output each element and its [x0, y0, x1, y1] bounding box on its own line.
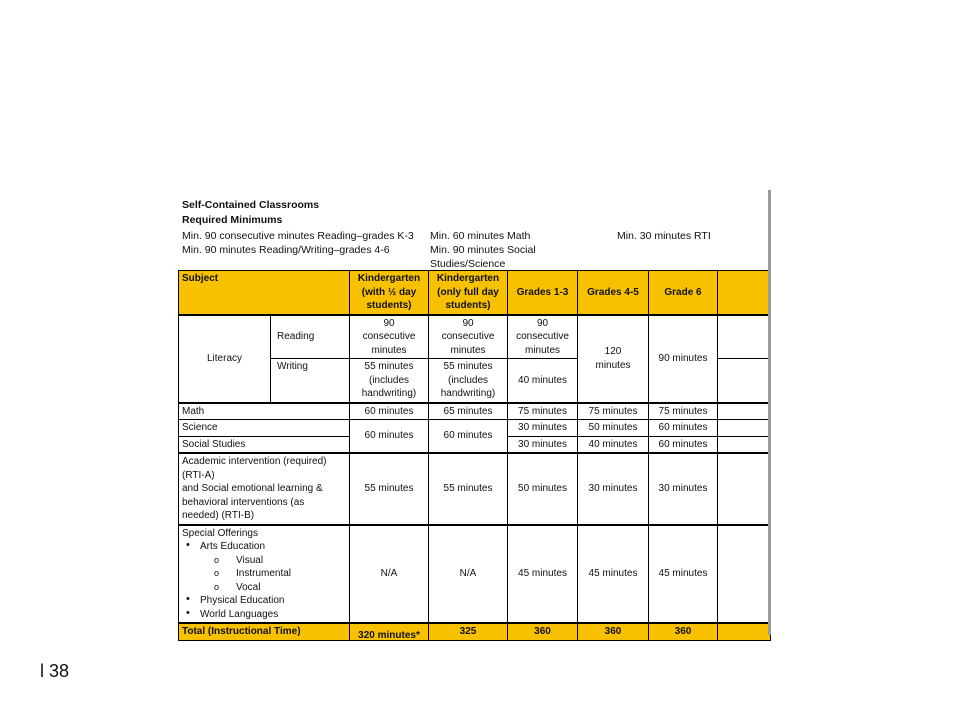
header-grade-6: Grade 6	[649, 271, 718, 315]
cell-writing-label: Writing	[271, 359, 350, 403]
cell-blank	[718, 453, 771, 525]
cell-math-k-full: 65 minutes	[429, 403, 508, 420]
cell-total-g45: 360	[578, 623, 649, 640]
cell-social-studies-g6: 60 minutes	[649, 436, 718, 453]
req-math: Min. 60 minutes Math	[430, 230, 531, 242]
list-item: • World Languages	[200, 608, 346, 622]
cell-reading-k-full: 90 consecutive minutes	[429, 315, 508, 359]
cell-intervention-k-half: 55 minutes	[350, 453, 429, 525]
cell-blank	[718, 315, 771, 359]
req-rti: Min. 30 minutes RTI	[617, 230, 711, 242]
list-item: o Visual	[236, 554, 346, 568]
table-row-total	[179, 623, 771, 640]
cell-reading-k-half: 90 consecutive minutes	[350, 315, 429, 359]
header-blank	[718, 271, 771, 315]
cell-math-label: Math	[179, 403, 350, 420]
cell-writing-g13: 40 minutes	[508, 359, 578, 403]
cell-total-k-full: 325	[429, 623, 508, 640]
cell-intervention-k-full: 55 minutes	[429, 453, 508, 525]
special-offerings-title: Special Offerings	[182, 527, 258, 539]
cell-writing-k-half: 55 minutes (includes handwriting)	[350, 359, 429, 403]
list-item: • Physical Education	[200, 594, 346, 608]
cell-intervention-g45: 30 minutes	[578, 453, 649, 525]
page-number: l 38	[40, 661, 70, 681]
cell-science-k-full: 60 minutes	[429, 420, 508, 454]
cell-blank	[718, 403, 771, 420]
cell-math-k-half: 60 minutes	[350, 403, 429, 420]
header-kindergarten-half-day: Kindergarten (with ½ day students)	[350, 271, 429, 315]
cell-intervention-g6: 30 minutes	[649, 453, 718, 525]
cell-total-g13: 360	[508, 623, 578, 640]
cell-intervention-g13: 50 minutes	[508, 453, 578, 525]
cell-special-k-full: N/A	[429, 525, 508, 624]
cell-reading-label: Reading	[271, 315, 350, 359]
table-row-special-offerings	[179, 525, 771, 624]
table-row-science	[179, 420, 771, 437]
cell-science-label: Science	[179, 420, 350, 437]
cell-math-g13: 75 minutes	[508, 403, 578, 420]
cell-special-g45: 45 minutes	[578, 525, 649, 624]
minutes-table	[178, 270, 771, 641]
table-header-row	[179, 271, 771, 315]
table-row-intervention	[179, 453, 771, 525]
cell-math-g45: 75 minutes	[578, 403, 649, 420]
list-item: o Instrumental	[236, 567, 346, 581]
header-grades-4-5: Grades 4-5	[578, 271, 649, 315]
list-item: • Arts Education o Visual o Instrumental o Vocal	[200, 540, 346, 594]
cell-social-studies-g45: 40 minutes	[578, 436, 649, 453]
cell-literacy-label: Literacy	[179, 315, 271, 403]
cell-blank	[718, 436, 771, 453]
header-subject: Subject	[179, 271, 350, 315]
cell-reading-g13: 90 consecutive minutes	[508, 315, 578, 359]
cell-social-studies-g13: 30 minutes	[508, 436, 578, 453]
table-row-math	[179, 403, 771, 420]
req-social-studies-science-2: Studies/Science	[430, 258, 506, 270]
requirements-heading: Self-Contained Classrooms	[182, 199, 320, 211]
header-grades-1-3: Grades 1-3	[508, 271, 578, 315]
cell-total-label: Total (Instructional Time)	[179, 623, 350, 640]
cell-intervention-label: Academic intervention (required) (RTI-A) and Social emotional learning & behavioral interventions (as needed) (RTI-B)	[179, 453, 350, 525]
cell-literacy-g6: 90 minutes	[649, 315, 718, 403]
req-reading-k3: Min. 90 consecutive minutes Reading–grades K-3	[182, 230, 414, 242]
cell-special-offerings-label	[179, 525, 350, 624]
cell-science-g45: 50 minutes	[578, 420, 649, 437]
cell-blank	[718, 359, 771, 403]
cell-writing-k-full: 55 minutes (includes handwriting)	[429, 359, 508, 403]
cell-math-g6: 75 minutes	[649, 403, 718, 420]
cell-special-g13: 45 minutes	[508, 525, 578, 624]
cell-blank	[718, 525, 771, 624]
page-edge	[768, 190, 771, 635]
cell-total-k-half: 320 minutes*	[350, 623, 429, 640]
cell-special-g6: 45 minutes	[649, 525, 718, 624]
req-reading-writing-46: Min. 90 minutes Reading/Writing–grades 4-6	[182, 244, 390, 256]
req-social-studies-science-1: Min. 90 minutes Social	[430, 244, 536, 256]
cell-science-g6: 60 minutes	[649, 420, 718, 437]
cell-literacy-g45: 120 minutes	[578, 315, 649, 403]
list-item: o Vocal	[236, 581, 346, 595]
cell-blank	[718, 420, 771, 437]
arts-sublist	[200, 554, 346, 595]
cell-blank	[718, 623, 771, 640]
header-kindergarten-full-day: Kindergarten (only full day students)	[429, 271, 508, 315]
cell-special-k-half: N/A	[350, 525, 429, 624]
table-row-reading	[179, 315, 771, 359]
requirements-subheading: Required Minimums	[182, 214, 283, 226]
special-offerings-list	[182, 540, 346, 621]
document-image	[178, 190, 776, 641]
cell-total-g6: 360	[649, 623, 718, 640]
cell-science-k-half: 60 minutes	[350, 420, 429, 454]
cell-social-studies-label: Social Studies	[179, 436, 350, 453]
cell-science-g13: 30 minutes	[508, 420, 578, 437]
